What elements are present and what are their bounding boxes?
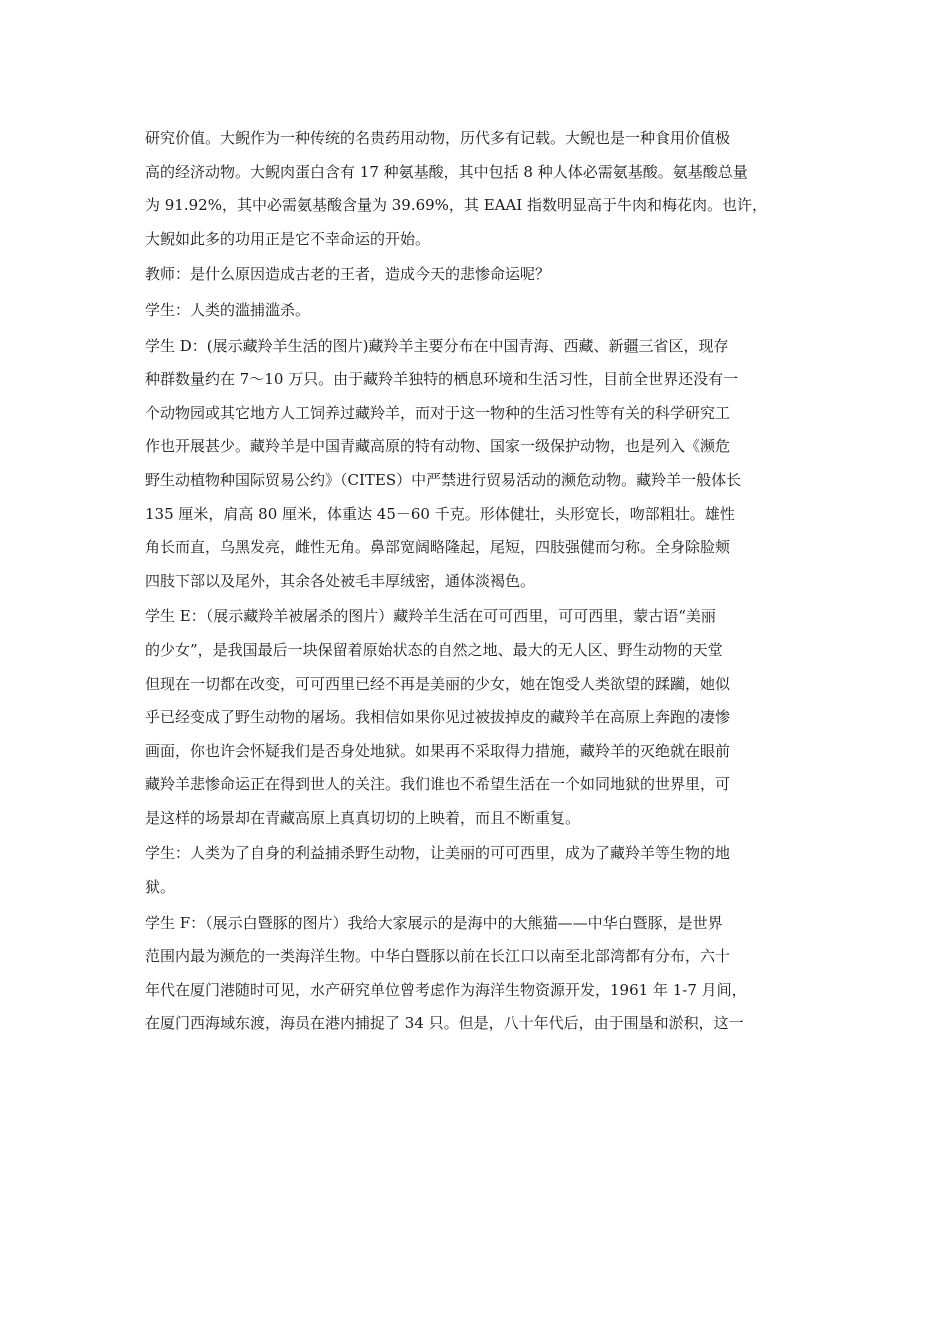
paragraph-teacher-question bbox=[145, 258, 810, 292]
text-line: 为 91.92%，其中必需氨基酸含量为 39.69%，其 EAAI 指数明显高于牛肉和梅花肉。也许， bbox=[145, 196, 768, 215]
text-line: 个动物园或其它地方人工饲养过藏羚羊，而对于这一物种的生活习性等有关的科学研究工 bbox=[145, 403, 731, 422]
text-line: 藏羚羊悲惨命运正在得到世人的关注。我们谁也不希望生活在一个如同地狱的世界里，可 bbox=[145, 775, 731, 794]
paragraph-student-e-hoh-xil bbox=[145, 600, 810, 835]
text-line: 角长而直，乌黑发亮，雌性无角。鼻部宽阔略隆起，尾短，四肢强健而匀称。全身除脸颊 bbox=[145, 538, 731, 557]
text-line: 年代在厦门港随时可见，水产研究单位曾考虑作为海洋生物资源开发，1961 年 1-7 月间， bbox=[145, 980, 747, 999]
paragraph-giant-salamander-value bbox=[145, 122, 810, 256]
text-line: 四肢下部以及尾外，其余各处被毛丰厚绒密，通体淡褐色。 bbox=[145, 571, 536, 590]
paragraph-student-answer bbox=[145, 294, 810, 328]
text-line: 乎已经变成了野生动物的屠场。我相信如果你见过被拔掉皮的藏羚羊在高原上奔跑的凄惨 bbox=[145, 708, 731, 727]
paragraph-student-f-white-dolphin bbox=[145, 907, 810, 1041]
text-line: 学生：人类为了自身的利益捕杀野生动物，让美丽的可可西里，成为了藏羚羊等生物的地 bbox=[145, 844, 731, 863]
text-line: 学生：人类的滥捕滥杀。 bbox=[145, 300, 311, 319]
text-line: 在厦门西海域东渡，海员在港内捕捉了 34 只。但是，八十年代后，由于围垦和淤积，这一 bbox=[145, 1014, 744, 1033]
text-line: 135 厘米，肩高 80 厘米，体重达 45－60 千克。形体健壮，头形宽长，吻部粗壮。雄性 bbox=[145, 504, 735, 523]
text-line: 大鲵如此多的功用正是它不幸命运的开始。 bbox=[145, 229, 431, 248]
text-line: 学生 E：（展示藏羚羊被屠杀的图片）藏羚羊生活在可可西里，可可西里，蒙古语“美丽 bbox=[145, 607, 716, 626]
text-line: 但现在一切都在改变，可可西里已经不再是美丽的少女，她在饱受人类欲望的蹂躏，她似 bbox=[145, 674, 731, 693]
text-line: 作也开展甚少。藏羚羊是中国青藏高原的特有动物、国家一级保护动物，也是列入《濒危 bbox=[145, 437, 731, 456]
text-line: 是这样的场景却在青藏高原上真真切切的上映着，而且不断重复。 bbox=[145, 808, 581, 827]
text-line: 种群数量约在 7～10 万只。由于藏羚羊独特的栖息环境和生活习性，目前全世界还没有一 bbox=[145, 370, 739, 389]
text-line: 狱。 bbox=[145, 878, 176, 897]
text-line: 高的经济动物。大鲵肉蛋白含有 17 种氨基酸，其中包括 8 种人体必需氨基酸。氨基酸总量 bbox=[145, 162, 748, 181]
text-line: 画面，你也许会怀疑我们是否身处地狱。如果再不采取得力措施，藏羚羊的灭绝就在眼前 bbox=[145, 741, 731, 760]
text-line: 的少女”，是我国最后一块保留着原始状态的自然之地、最大的无人区、野生动物的天堂 bbox=[145, 640, 723, 659]
text-line: 学生 F：（展示白暨豚的图片）我给大家展示的是海中的大熊猫——中华白暨豚，是世界 bbox=[145, 913, 723, 932]
document-page bbox=[145, 122, 810, 1043]
text-line: 野生动植物种国际贸易公约》（CITES）中严禁进行贸易活动的濒危动物。藏羚羊一般体长 bbox=[145, 470, 742, 489]
text-line: 研究价值。大鲵作为一种传统的名贵药用动物，历代多有记载。大鲵也是一种食用价值极 bbox=[145, 129, 731, 147]
paragraph-student-d-tibetan-antelope bbox=[145, 330, 810, 599]
paragraph-student-conclusion bbox=[145, 837, 810, 904]
text-line: 学生 D：(展示藏羚羊生活的图片)藏羚羊主要分布在中国青海、西藏、新疆三省区，现存 bbox=[145, 336, 729, 355]
text-line: 教师：是什么原因造成古老的王者，造成今天的悲惨命运呢？ bbox=[145, 265, 551, 284]
text-line: 范围内最为濒危的一类海洋生物。中华白暨豚以前在长江口以南至北部湾都有分布，六十 bbox=[145, 947, 731, 966]
